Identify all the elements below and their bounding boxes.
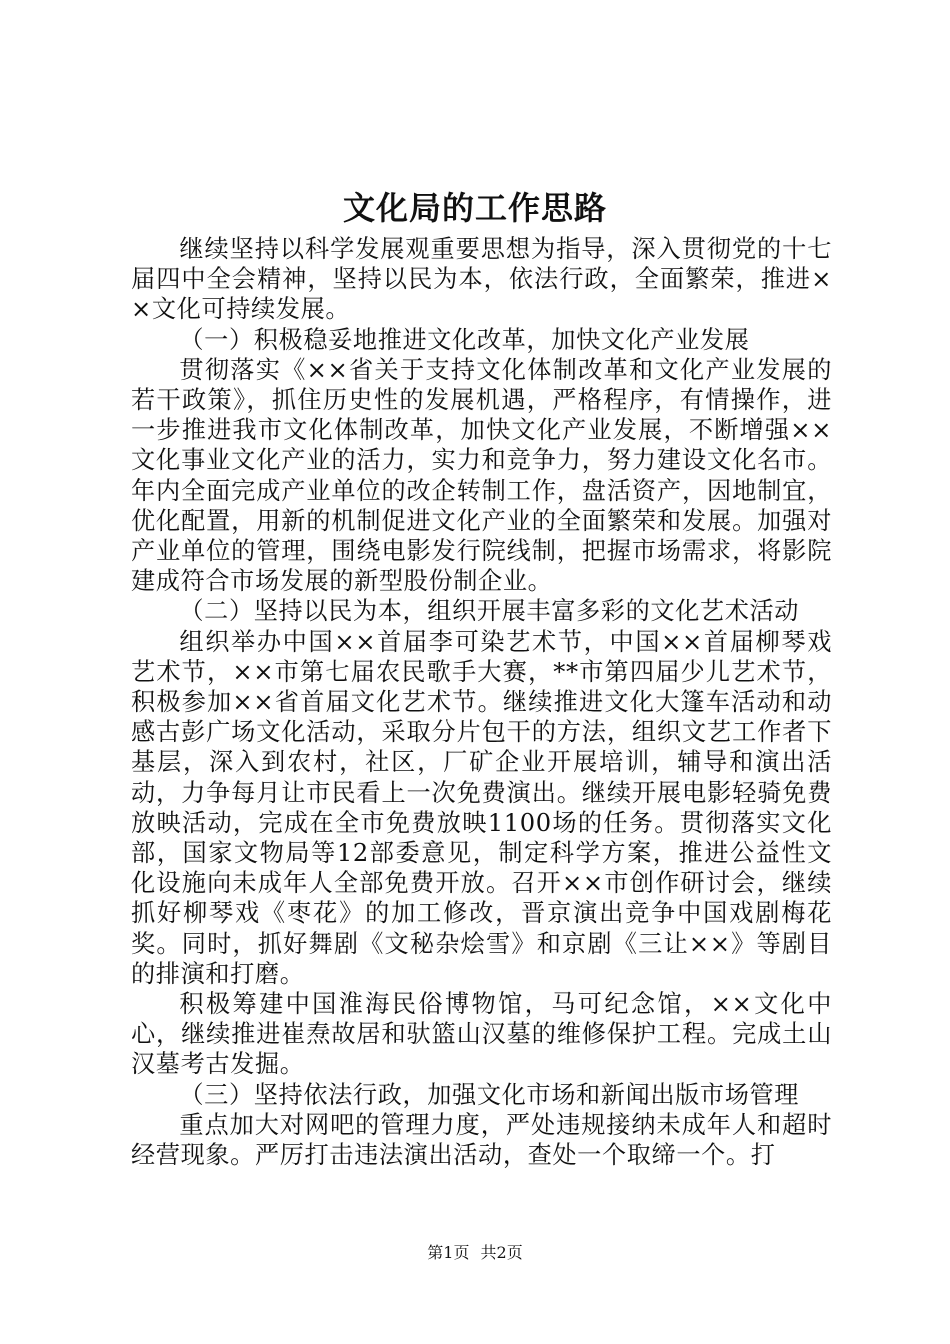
intro-paragraph: 继续坚持以科学发展观重要思想为指导，深入贯彻党的十七届四中全会精神，坚持以民为本，依法行政，全面繁荣，推进××文化可持续发展。 xyxy=(131,235,832,324)
section-3-paragraph: 重点加大对网吧的管理力度，严处违规接纳未成年人和超时经营现象。严厉打击违法演出活动，查处一个取缔一个。打 xyxy=(131,1110,832,1170)
section-heading-1: （一）积极稳妥地推进文化改革，加快文化产业发展 xyxy=(179,325,750,354)
section-2-paragraph-1: 组织举办中国××首届李可染艺术节，中国××首届柳琴戏艺术节，××市第七届农民歌手大赛，**市第四届少儿艺术节，积极参加××省首届文化艺术节。继续推进文化大篷车活动和动感古彭广场文化活动，采取分片包干的方法，组织文艺工作者下基层，深入到农村，社区，厂矿企业开展培训，辅导和演出活动，力争每月让市民看上一次免费演出。继续开展电影轻骑免费放映活动，完成在全市免费放映1100场的任务。贯彻落实文化部，国家文物局等12部委意见，制定科学方案，推进公益性文化设施向未成年人全部免费开放。召开××市创作研讨会，继续抓好柳琴戏《枣花》的加工修改，晋京演出竞争中国戏剧梅花奖。同时，抓好舞剧《文秘杂烩雪》和京剧《三让××》等剧目的排演和打磨。 xyxy=(131,627,832,988)
document-body xyxy=(131,234,832,1170)
section-2-paragraph-2: 积极筹建中国淮海民俗博物馆，马可纪念馆，××文化中心，继续推进崔焘故居和驮篮山汉墓的维修保护工程。完成土山汉墓考古发掘。 xyxy=(131,990,832,1079)
document-title: 文化局的工作思路 xyxy=(342,189,607,227)
page-footer xyxy=(0,1242,950,1264)
page-number: 第1页 xyxy=(427,1243,470,1262)
section-heading-2: （二）坚持以民为本，组织开展丰富多彩的文化艺术活动 xyxy=(179,597,800,626)
section-1-paragraph: 贯彻落实《××省关于支持文化体制改革和文化产业发展的若干政策》，抓住历史性的发展机遇，严格程序，有情操作，进一步推进我市文化体制改革，加快文化产业发展，不断增强××文化事业文化产业的活力，实力和竞争力，努力建设文化名市。年内全面完成产业单位的改企转制工作，盘活资产，因地制宜，优化配置，用新的机制促进文化产业的全面繁荣和发展。加强对产业单位的管理，围绕电影发行院线制，把握市场需求，将影院建成符合市场发展的新型股份制企业。 xyxy=(131,355,832,596)
section-heading-3: （三）坚持依法行政，加强文化市场和新闻出版市场管理 xyxy=(179,1080,800,1109)
total-pages: 共2页 xyxy=(480,1243,523,1262)
